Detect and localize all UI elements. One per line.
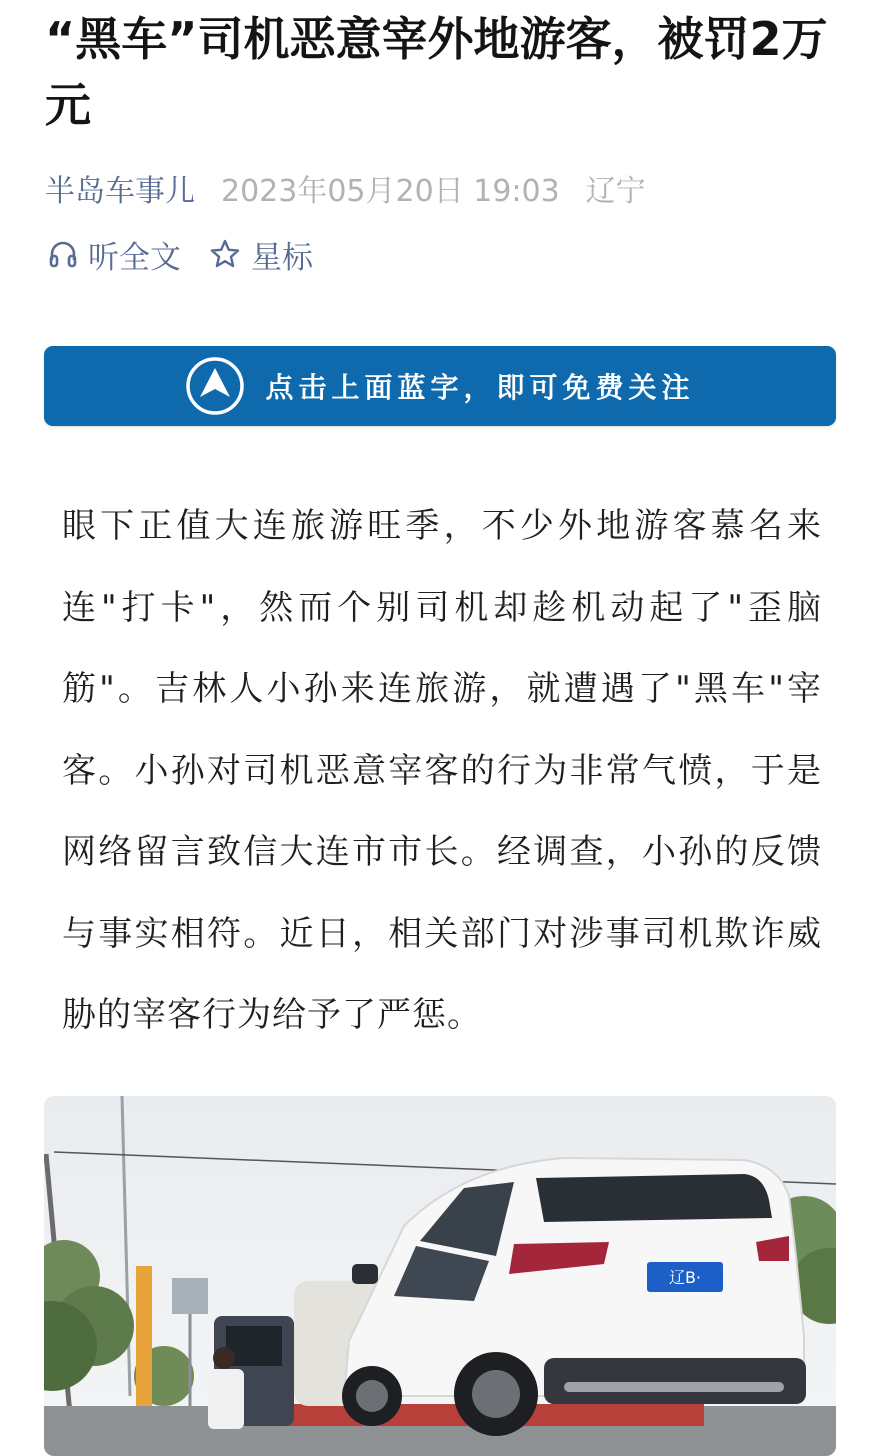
headphones-icon xyxy=(48,239,78,269)
article-meta xyxy=(45,166,646,210)
author-link[interactable]: 半岛车事儿 xyxy=(45,174,195,209)
star-label: 星标 xyxy=(251,239,313,276)
article-actions xyxy=(48,232,313,276)
publish-region: 辽宁 xyxy=(585,174,646,209)
follow-banner-text: 点击上面蓝字，即可免费关注 xyxy=(265,371,695,404)
article-photo xyxy=(44,1096,836,1456)
star-outline-icon xyxy=(209,238,241,270)
listen-label: 听全文 xyxy=(88,239,181,276)
license-plate: 辽B· xyxy=(668,1268,702,1287)
publish-date: 2023年05月20日 19:03 xyxy=(221,174,560,209)
follow-banner[interactable] xyxy=(44,346,836,426)
article-title: “黑车”司机恶意宰外地游客，被罚2万元 xyxy=(45,12,828,132)
listen-button[interactable] xyxy=(48,232,181,277)
navigation-arrow-icon xyxy=(185,356,245,416)
article-body: 眼下正值大连旅游旺季，不少外地游客慕名来连"打卡"，然而个别司机却趁机动起了"歪脑筋"。吉林人小孙来连旅游，就遭遇了"黑车"宰客。小孙对司机恶意宰客的行为非常气愤，于是网络留言致信大连市市长。经调查，小孙的反馈与事实相符。近日，相关部门对涉事司机欺诈威胁的宰客行为给予了严惩。 xyxy=(62,506,822,1035)
star-button[interactable] xyxy=(209,232,313,277)
